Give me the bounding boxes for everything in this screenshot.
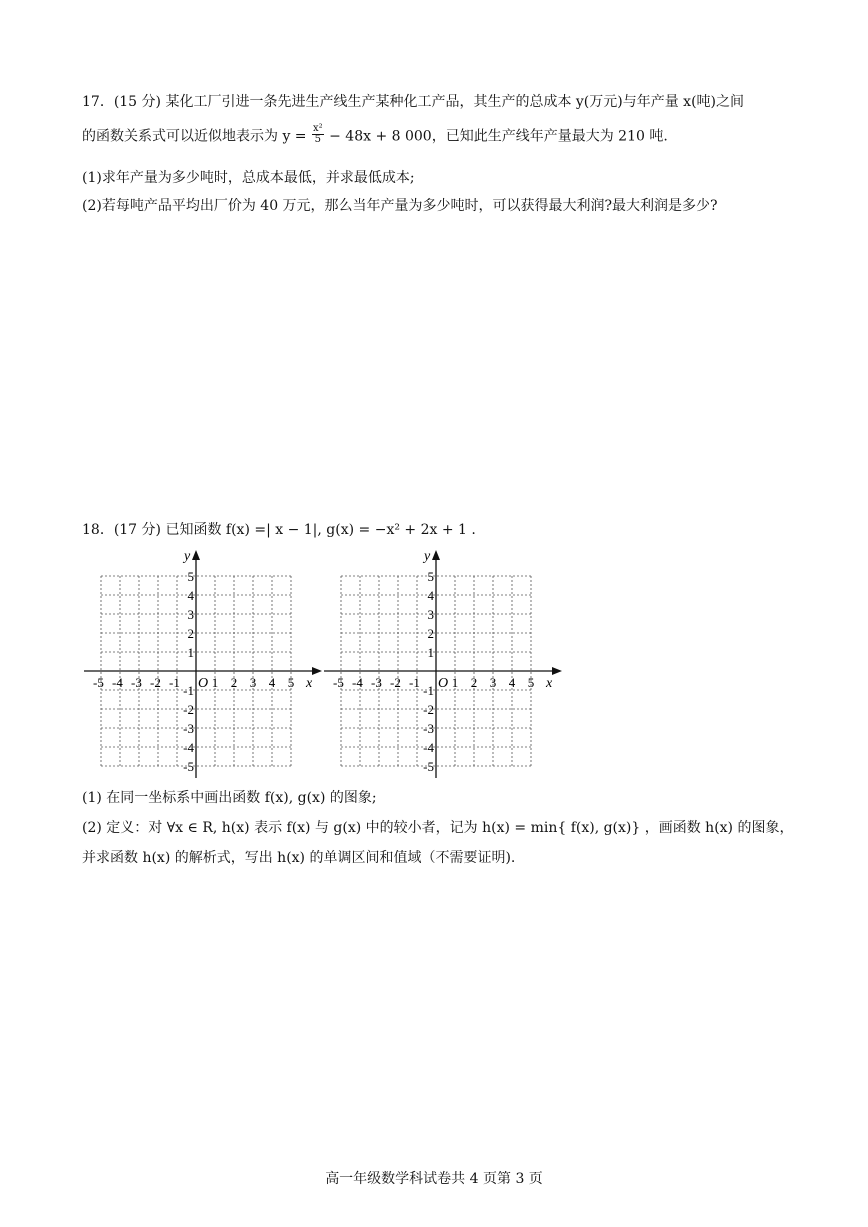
x-tick-label: 5 [287,675,295,690]
q18-part2-line1: (2) 定义：对 ∀x ∈ R, h(x) 表示 f(x) 与 g(x) 中的较小者，记为 h(x) = min{ f(x), g(x)} ，画函数 h(x) 的图象， [82,820,794,836]
y-tick-label: 4 [427,588,434,603]
y-tick-label: 1 [427,645,434,660]
y-tick-label: 5 [187,569,194,584]
y-axis-arrow [432,550,440,560]
q17-line2-post: − 48x + 8 000，已知此生产线年产量最大为 210 吨. [324,128,668,145]
q17-frac-num: x² [313,123,323,134]
y-tick-label: 3 [427,607,434,622]
q17-line2-pre: 的函数关系式可以近似地表示为 y = [82,128,311,145]
y-tick-label: 2 [427,626,434,641]
x-tick-label: -2 [150,675,161,690]
y-tick-label: -4 [423,740,434,755]
x-tick-label: -5 [333,675,344,690]
x-axis-arrow [312,667,322,675]
coordinate-grid-right [322,546,567,781]
q17-part1: (1)求年产量为多少吨时，总成本最低，并求最低成本; [82,170,415,186]
q18-part1: (1) 在同一坐标系中画出函数 f(x), g(x) 的图象; [82,790,377,806]
y-tick-label: -5 [183,759,194,774]
x-tick-label: 3 [249,675,257,690]
x-tick-label: 5 [527,675,535,690]
y-tick-label: 3 [187,607,194,622]
y-tick-label: -1 [183,683,194,698]
y-tick-label: -1 [423,683,434,698]
x-axis-label: x [306,676,313,691]
origin-label: O [198,676,209,691]
y-tick-label: -3 [183,721,194,736]
x-axis-arrow [552,667,562,675]
x-tick-label: 1 [451,675,459,690]
y-axis-label: y [424,549,431,564]
q17-fraction [312,124,324,145]
x-tick-label: 2 [230,675,238,690]
x-tick-label: -1 [169,675,180,690]
y-axis-label: y [184,549,191,564]
y-tick-label: 1 [187,645,194,660]
origin-label: O [438,676,449,691]
y-tick-label: -3 [423,721,434,736]
y-tick-label: -2 [183,702,194,717]
y-tick-label: 5 [427,569,434,584]
q18-part2-line2: 并求函数 h(x) 的解析式，写出 h(x) 的单调区间和值域（不需要证明). [82,850,516,866]
coordinate-grid-left [82,546,327,781]
x-tick-label: -3 [131,675,142,690]
q17-line1: 17．(15 分) 某化工厂引进一条先进生产线生产某种化工产品，其生产的总成本 y(万元)与年产量 x(吨)之间 [82,94,745,110]
y-tick-label: 2 [187,626,194,641]
y-axis-arrow [192,550,200,560]
x-tick-label: 2 [470,675,478,690]
y-tick-label: -2 [423,702,434,717]
y-tick-label: -4 [183,740,194,755]
q17-line2 [82,123,668,147]
x-tick-label: -4 [352,675,363,690]
x-tick-label: 4 [268,675,276,690]
q17-frac-den: 5 [314,134,322,145]
x-tick-label: -5 [93,675,104,690]
q17-part2: (2)若每吨产品平均出厂价为 40 万元，那么当年产量为多少吨时，可以获得最大利润?最大利润是多少? [82,198,718,214]
x-tick-label: 3 [489,675,497,690]
x-tick-label: -2 [390,675,401,690]
q18-stem: 18．(17 分) 已知函数 f(x) =| x − 1|, g(x) = −x² + 2x + 1 . [82,522,476,538]
x-tick-label: -4 [112,675,123,690]
page-footer: 高一年级数学科试卷共 4 页第 3 页 [325,1171,543,1187]
y-tick-label: 4 [187,588,194,603]
x-axis-label: x [546,676,553,691]
x-tick-label: 4 [508,675,516,690]
x-tick-label: -1 [409,675,420,690]
x-tick-label: -3 [371,675,382,690]
x-tick-label: 1 [211,675,219,690]
y-tick-label: -5 [423,759,434,774]
